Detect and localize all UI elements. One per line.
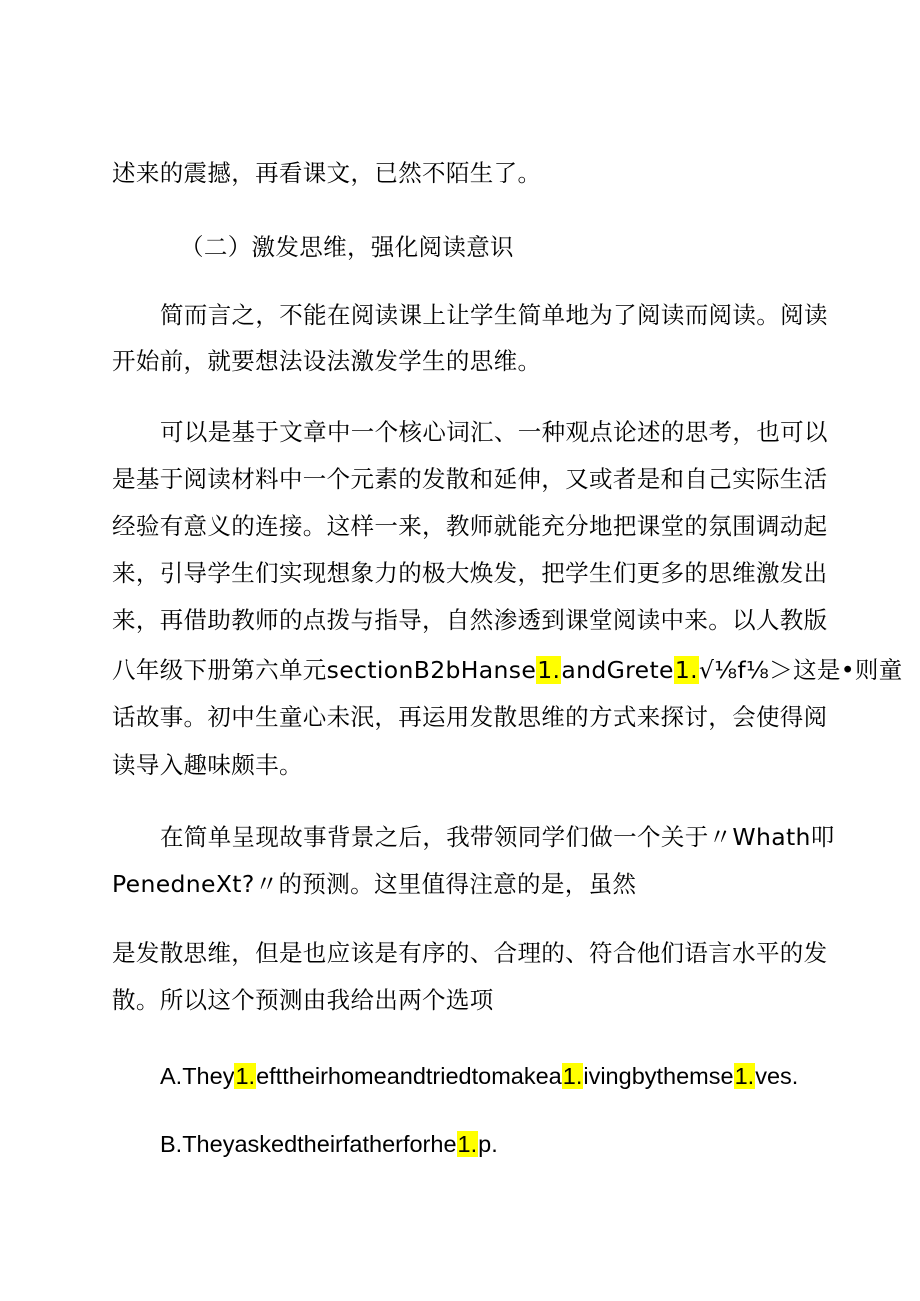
option-text-segment: p. — [478, 1131, 498, 1157]
highlighted-text: 1. — [734, 1063, 755, 1089]
body-line-mixed — [112, 655, 903, 685]
body-line: 来，引导学生们实现想象力的极大焕发，把学生们更多的思维激发出 — [112, 559, 828, 587]
highlighted-text: 1. — [235, 1063, 256, 1089]
body-line: 散。所以这个预测由我给出两个选项 — [112, 986, 494, 1014]
section-heading: （二）激发思维，强化阅读意识 — [180, 233, 514, 261]
option-b — [160, 1129, 498, 1159]
body-line: 是基于阅读材料中一个元素的发散和延伸，又或者是和自己实际生活 — [112, 465, 828, 493]
body-text-segment: andGrete — [561, 656, 674, 684]
body-line: PenedneXt?〃的预测。这里值得注意的是，虽然 — [112, 870, 637, 898]
highlighted-text: 1. — [674, 656, 698, 684]
highlighted-text: 1. — [457, 1131, 478, 1157]
body-text-segment: 八年级下册第六单元sectionB2bHanse — [112, 656, 537, 684]
option-text-segment: efttheirhomeandtriedtomakea — [256, 1063, 562, 1089]
body-line: 简而言之，不能在阅读课上让学生简单地为了阅读而阅读。阅读 — [160, 301, 828, 329]
body-text-segment: √⅛f⅛＞这是•则童 — [698, 656, 903, 684]
option-text-segment: ivingbythemse — [583, 1063, 734, 1089]
body-line: 经验有意义的连接。这样一来，教师就能充分地把课堂的氛围调动起 — [112, 512, 828, 540]
option-a — [160, 1061, 798, 1091]
body-line: 述来的震撼，再看课文，已然不陌生了。 — [112, 159, 542, 187]
option-text-segment: ves. — [755, 1063, 799, 1089]
body-line: 在简单呈现故事背景之后，我带领同学们做一个关于〃Whath叩 — [160, 823, 835, 851]
body-line: 话故事。初中生童心未泯，再运用发散思维的方式来探讨，会使得阅 — [112, 703, 828, 731]
option-text-segment: A.They — [160, 1063, 235, 1089]
option-text-segment: B.Theyaskedtheirfatherforhe — [160, 1131, 457, 1157]
highlighted-text: 1. — [537, 656, 561, 684]
body-line: 来，再借助教师的点拨与指导，自然渗透到课堂阅读中来。以人教版 — [112, 606, 828, 634]
body-line: 可以是基于文章中一个核心词汇、一种观点论述的思考，也可以 — [160, 418, 828, 446]
body-line: 是发散思维，但是也应该是有序的、合理的、符合他们语言水平的发 — [112, 939, 828, 967]
highlighted-text: 1. — [562, 1063, 583, 1089]
body-line: 读导入趣味颇丰。 — [112, 751, 303, 779]
body-line: 开始前，就要想法设法激发学生的思维。 — [112, 347, 542, 375]
